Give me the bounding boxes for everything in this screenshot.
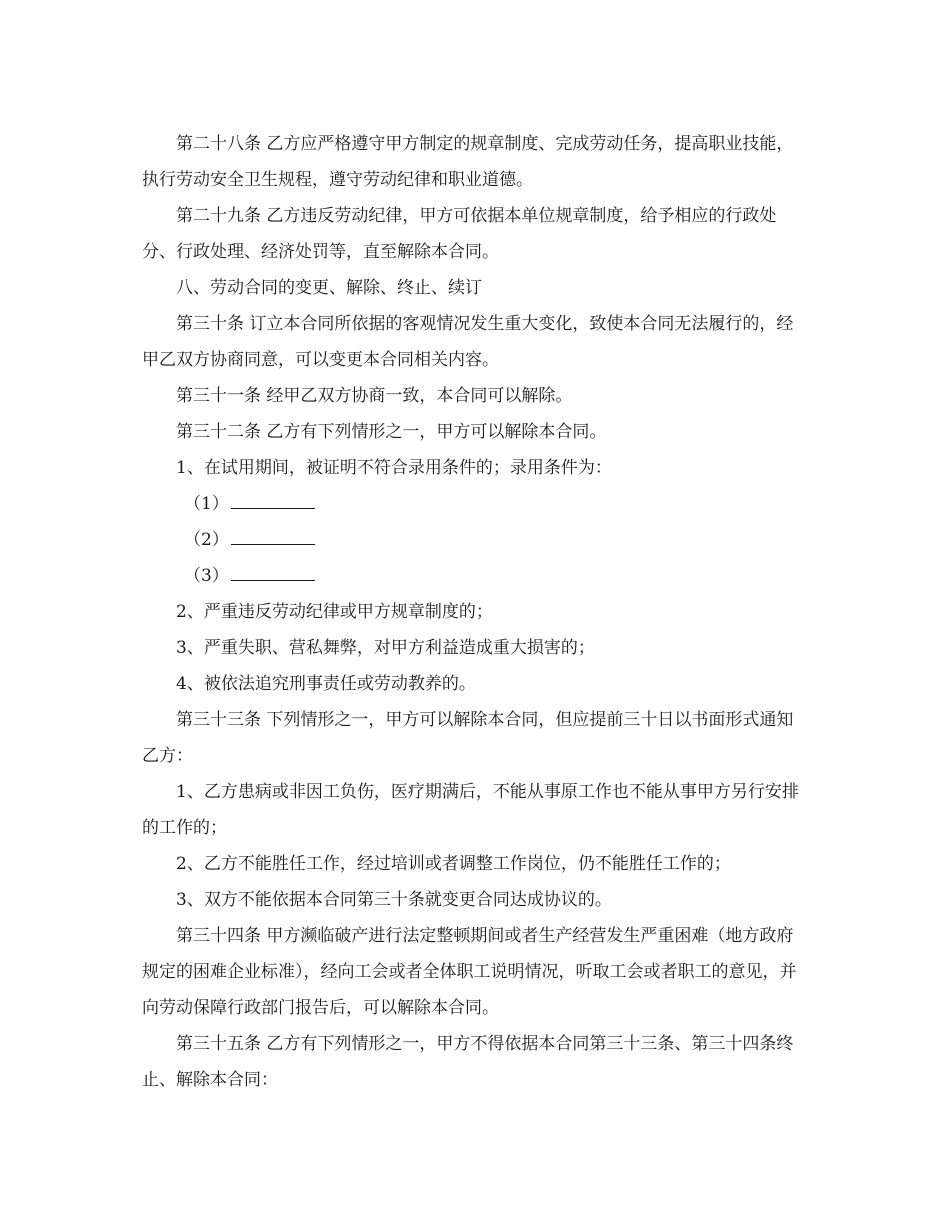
article-32-item-4: 4、被依法追究刑事责任或劳动教养的。 <box>176 674 476 694</box>
condition-blank-1 <box>142 486 804 522</box>
article-35-paragraph: 第三十五条 乙方有下列情形之一，甲方不得依据本合同第三十三条、第三十四条终止、解除本合同： <box>142 1034 794 1090</box>
article-29-paragraph: 第二十九条 乙方违反劳动纪律，甲方可依据本单位规章制度，给予相应的行政处分、行政处理、经济处罚等，直至解除本合同。 <box>142 206 777 262</box>
fill-in-blank-line <box>231 526 315 545</box>
condition-blank-label: （1） <box>184 494 229 514</box>
article-31-paragraph: 第三十一条 经甲乙双方协商一致，本合同可以解除。 <box>176 386 573 406</box>
fill-in-blank-line <box>231 490 315 509</box>
article-32-item-3: 3、严重失职、营私舞弊，对甲方利益造成重大损害的； <box>176 638 595 658</box>
fill-in-blank-line <box>231 562 315 581</box>
condition-blank-label: （3） <box>184 566 229 586</box>
condition-blank-label: （2） <box>184 530 229 550</box>
article-33-item-1: 1、乙方患病或非因工负伤，医疗期满后，不能从事原工作也不能从事甲方另行安排的工作的； <box>142 782 799 838</box>
document-body <box>142 126 804 1098</box>
article-34-paragraph: 第三十四条 甲方濒临破产进行法定整顿期间或者生产经营发生严重困难（地方政府规定的困难企业标准），经向工会或者全体职工说明情况，听取工会或者职工的意见，并向劳动保障行政部门报告后，可以解除本合同。 <box>142 926 797 1018</box>
article-32-item-2: 2、严重违反劳动纪律或甲方规章制度的； <box>176 602 493 622</box>
section-8-heading: 八、劳动合同的变更、解除、终止、续订 <box>176 278 482 298</box>
article-32-paragraph: 第三十二条 乙方有下列情形之一，甲方可以解除本合同。 <box>176 422 607 442</box>
article-33-item-3: 3、双方不能依据本合同第三十条就变更合同达成协议的。 <box>176 890 612 910</box>
article-28-paragraph: 第二十八条 乙方应严格遵守甲方制定的规章制度、完成劳动任务，提高职业技能，执行劳动安全卫生规程，遵守劳动纪律和职业道德。 <box>142 134 794 190</box>
article-30-paragraph: 第三十条 订立本合同所依据的客观情况发生重大变化，致使本合同无法履行的，经甲乙双方协商同意，可以变更本合同相关内容。 <box>142 314 794 370</box>
condition-blank-3 <box>142 558 804 594</box>
condition-blank-2 <box>142 522 804 558</box>
article-33-item-2: 2、乙方不能胜任工作，经过培训或者调整工作岗位，仍不能胜任工作的； <box>176 854 731 874</box>
article-33-paragraph: 第三十三条 下列情形之一，甲方可以解除本合同，但应提前三十日以书面形式通知乙方： <box>142 710 794 766</box>
article-32-item-1: 1、在试用期间，被证明不符合录用条件的；录用条件为： <box>176 458 612 478</box>
